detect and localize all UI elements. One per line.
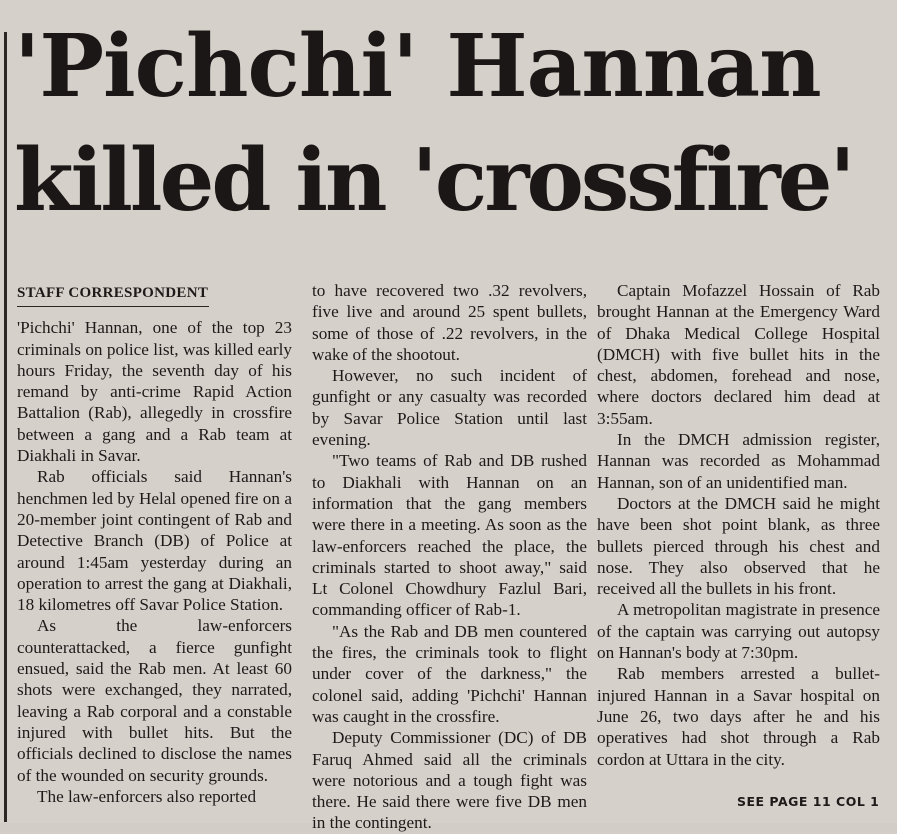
continuation-reference: SEE PAGE 11 COL 1 [737,794,880,809]
paragraph: The law-enforcers also reported [37,786,257,806]
article-column-3 [597,280,880,770]
paragraph: to have recovered two .32 revolvers, five live and around 25 spent bullets, some of those of .22 revolvers, in the wake of the shootout. [312,281,587,364]
column-rule [4,32,7,822]
paragraph: "As the Rab and DB men countered the fires, the criminals took to flight under cover of the darkness," the colonel said, adding 'Pichchi' Hannan was caught in the crossfire. [312,621,587,726]
headline [14,10,894,238]
paragraph: Rab members arrested a bullet-injured Hannan in a Savar hospital on June 26, two days after he and his operatives had shot through a Rab cordon at Uttara in the city. [597,664,880,769]
paragraph: "Two teams of Rab and DB rushed to Diakhali with Hannan on an information that the gang members were there in a meeting. As soon as the law-enforcers reached the place, the criminals started to shoot away," said Lt Colonel Chowdhury Fazlul Bari, commanding officer of Rab-1. [312,451,587,620]
paragraph: Deputy Commissioner (DC) of DB Faruq Ahmed said all the criminals were notorious and a tough fight was there. He said there were five DB men in the contingent. [312,728,587,833]
article-column-1 [17,283,292,807]
paragraph: Doctors at the DMCH said he might have been shot point blank, as three bullets pierced through his chest and nose. They also observed that he received all the bullets in his front. [597,493,880,599]
paragraph: In the DMCH admission register, Hannan was recorded as Mohammad Hannan, son of an unidentified man. [597,430,880,492]
article-column-2 [312,280,587,834]
paragraph: However, no such incident of gunfight or any casualty was recorded by Savar Police Station until last evening. [312,366,587,450]
paragraph: A metropolitan magistrate in presence of the captain was carrying out autopsy on Hannan's body at 7:30pm. [597,600,880,663]
paragraph: Rab officials said Hannan's henchmen led by Helal opened fire on a 20-member joint contingent of Rab and Detective Branch (DB) of Police at around 1:45am yesterday during an operation to arrest the gang at Diakhali, 18 kilometres off Savar Police Station. [17,467,292,615]
paragraph: As the law-enforcers counterattacked, a fierce gunfight ensued, said the Rab men. At least 60 shots were exchanged, they narrated, leaving a Rab corporal and a constable injured with bullet hits. But the officials declined to disclose the names of the wounded on security grounds. [17,616,292,785]
headline-line-1: 'Pichchi' Hannan [14,16,821,117]
byline: STAFF CORRESPONDENT [17,283,209,307]
paragraph: Captain Mofazzel Hossain of Rab brought Hannan at the Emergency Ward of Dhaka Medical College Hospital (DMCH) with five bullet hits in the chest, abdomen, forehead and nose, where doctors declared him dead at 3:55am. [597,281,880,428]
headline-line-2: killed in 'crossfire' [14,130,853,231]
paragraph: 'Pichchi' Hannan, one of the top 23 criminals on police list, was killed early hours Friday, the seventh day of his remand by anti-crime Rapid Action Battalion (Rab), allegedly in crossfire between a gang and a Rab team at Diakhali in Savar. [17,318,292,466]
